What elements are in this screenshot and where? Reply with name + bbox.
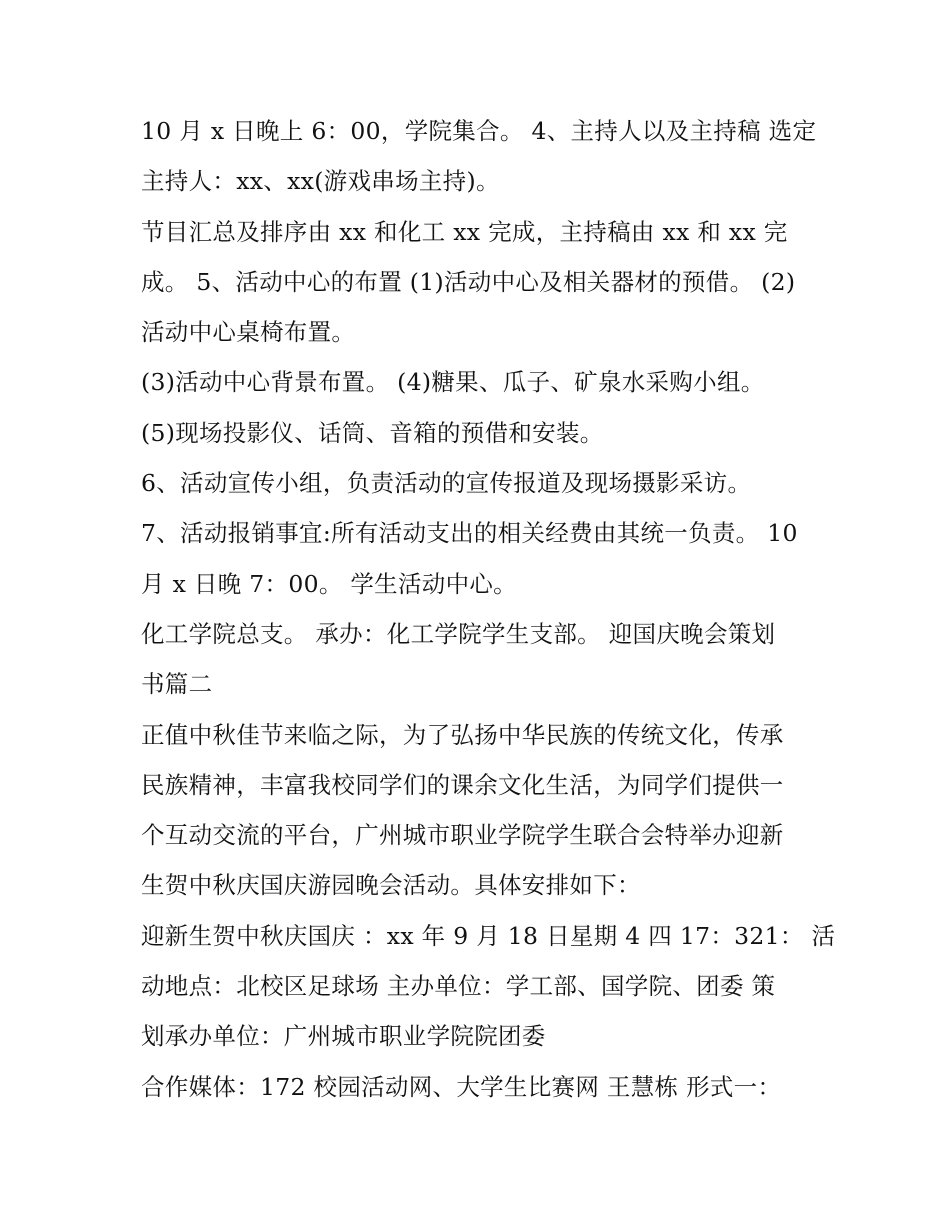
text-line-13: 正值中秋佳节来临之际，为了弘扬中华民族的传统文化，传承 xyxy=(141,720,784,749)
text-line-8: 6、活动宣传小组，负责活动的宣传报道及现场摄影采访。 xyxy=(141,469,752,498)
text-line-12: 书篇二 xyxy=(141,670,213,699)
text-line-16: 生贺中秋庆国庆游园晚会活动。具体安排如下： xyxy=(141,871,641,900)
text-line-17: 迎新生贺中秋庆国庆 ：xx 年 9 月 18 日星期 4 四 17：321： 活 xyxy=(141,921,836,950)
text-line-11: 化工学院总支。 承办：化工学院学生支部。 迎国庆晚会策划 xyxy=(141,619,776,648)
text-line-2: 主持人：xx、xx(游戏串场主持)。 xyxy=(141,167,500,196)
text-line-10: 月 x 日晚 7：00。 学生活动中心。 xyxy=(141,569,517,598)
text-line-1: 10 月 x 日晚上 6：00，学院集合。 4、主持人以及主持稿 选定 xyxy=(141,117,817,145)
text-line-18: 动地点：北校区足球场 主办单位：学工部、国学院、团委 策 xyxy=(141,972,776,1001)
text-line-15: 个互动交流的平台，广州城市职业学院学生联合会特举办迎新 xyxy=(141,821,784,850)
text-line-7: (5)现场投影仪、话筒、音箱的预借和安装。 xyxy=(141,418,604,447)
text-line-19: 划承办单位：广州城市职业学院院团委 xyxy=(141,1022,546,1051)
text-line-3: 节目汇总及排序由 xx 和化工 xx 完成，主持稿由 xx 和 xx 完 xyxy=(141,217,788,246)
text-line-4: 成。 5、活动中心的布置 (1)活动中心及相关器材的预借。 (2) xyxy=(141,267,796,296)
body-text xyxy=(141,106,836,1112)
text-line-20: 合作媒体：172 校园活动网、大学生比赛网 王慧栋 形式一： xyxy=(141,1072,782,1101)
text-line-9: 7、活动报销事宜:所有活动支出的相关经费由其统一负责。 10 xyxy=(141,519,798,548)
text-line-5: 活动中心桌椅布置。 xyxy=(141,318,356,347)
text-line-14: 民族精神，丰富我校同学们的课余文化生活，为同学们提供一 xyxy=(141,770,784,799)
text-line-6: (3)活动中心背景布置。 (4)糖果、瓜子、矿泉水采购小组。 xyxy=(141,368,765,397)
